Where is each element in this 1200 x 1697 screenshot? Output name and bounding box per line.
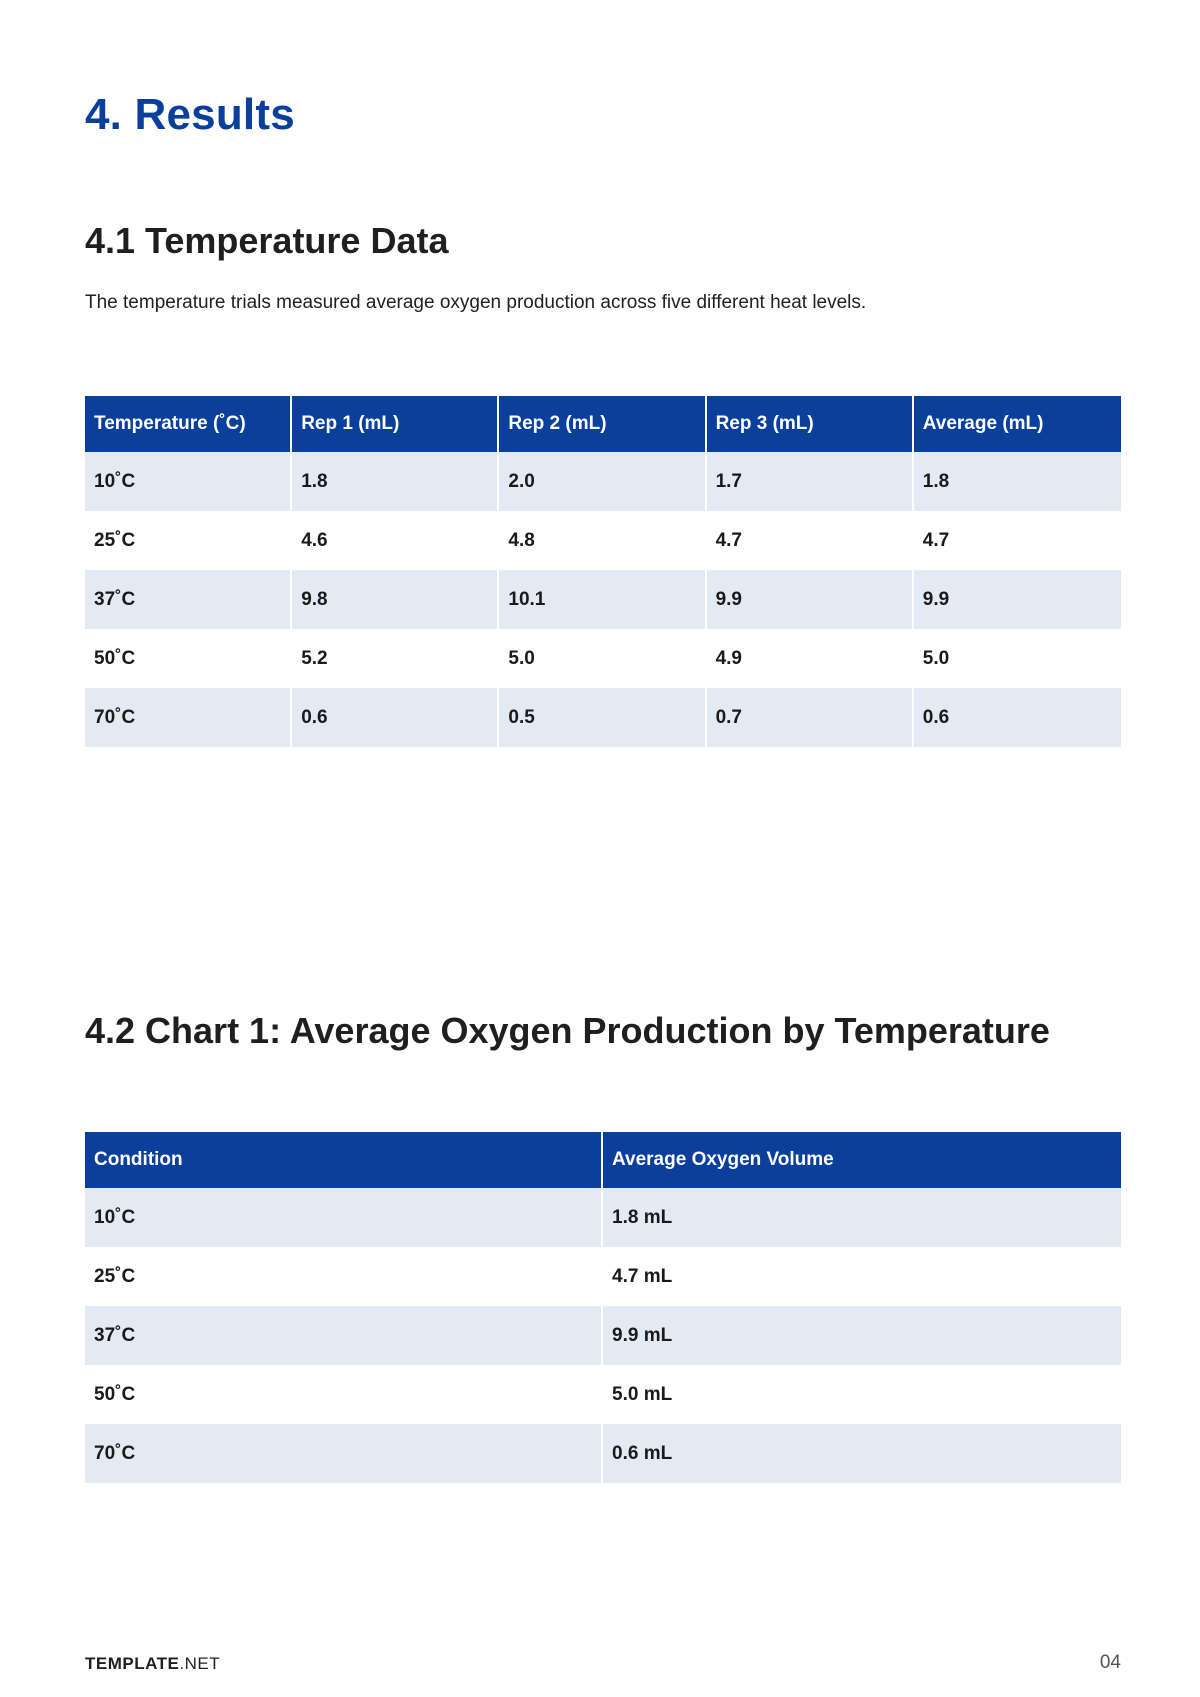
intro-paragraph: The temperature trials measured average oxygen production across five different heat levels.	[85, 292, 867, 313]
table-cell: 4.7	[914, 511, 1121, 570]
table-header-row	[85, 1132, 1121, 1188]
table-cell: 1.8	[292, 452, 499, 511]
section-heading-chart-1: 4.2 Chart 1: Average Oxygen Production by Temperature	[85, 1010, 1050, 1051]
table-cell: 25˚C	[85, 511, 292, 570]
footer-logo-brand: TEMPLATE	[85, 1654, 180, 1673]
column-header-rep-3: Rep 3 (mL)	[707, 396, 914, 452]
table-row	[85, 570, 1121, 629]
table-row	[85, 1247, 1121, 1306]
section-heading-temperature-data: 4.1 Temperature Data	[85, 220, 449, 261]
table-cell: 4.7 mL	[603, 1247, 1121, 1306]
table-cell: 1.7	[707, 452, 914, 511]
table-cell: 5.2	[292, 629, 499, 688]
table-cell: 70˚C	[85, 1424, 603, 1483]
column-header-rep-2: Rep 2 (mL)	[499, 396, 706, 452]
table-row	[85, 511, 1121, 570]
table-row	[85, 1188, 1121, 1247]
column-header-average-oxygen-volume: Average Oxygen Volume	[603, 1132, 1121, 1188]
table-row	[85, 1424, 1121, 1483]
table-cell: 5.0	[914, 629, 1121, 688]
table-cell: 9.9	[914, 570, 1121, 629]
table-cell: 10˚C	[85, 1188, 603, 1247]
temperature-data-table	[85, 396, 1121, 747]
table-cell: 0.7	[707, 688, 914, 747]
column-header-rep-1: Rep 1 (mL)	[292, 396, 499, 452]
table-cell: 4.8	[499, 511, 706, 570]
table-cell: 50˚C	[85, 1365, 603, 1424]
table-cell: 9.9 mL	[603, 1306, 1121, 1365]
table-header-row	[85, 396, 1121, 452]
table-cell: 5.0	[499, 629, 706, 688]
table-cell: 70˚C	[85, 688, 292, 747]
column-header-average: Average (mL)	[914, 396, 1121, 452]
table-cell: 0.5	[499, 688, 706, 747]
table-row	[85, 1365, 1121, 1424]
table-cell: 50˚C	[85, 629, 292, 688]
table-cell: 37˚C	[85, 570, 292, 629]
table-cell: 0.6	[914, 688, 1121, 747]
table-cell: 9.9	[707, 570, 914, 629]
table-cell: 1.8 mL	[603, 1188, 1121, 1247]
table-cell: 10˚C	[85, 452, 292, 511]
table-row	[85, 1306, 1121, 1365]
table-cell: 37˚C	[85, 1306, 603, 1365]
page-title: 4. Results	[85, 90, 295, 139]
table-cell: 25˚C	[85, 1247, 603, 1306]
footer-logo	[85, 1654, 220, 1674]
table-row	[85, 688, 1121, 747]
table-cell: 4.7	[707, 511, 914, 570]
column-header-temperature: Temperature (˚C)	[85, 396, 292, 452]
table-cell: 5.0 mL	[603, 1365, 1121, 1424]
table-cell: 0.6	[292, 688, 499, 747]
footer-logo-suffix: .NET	[179, 1654, 221, 1673]
table-row	[85, 629, 1121, 688]
table-cell: 0.6 mL	[603, 1424, 1121, 1483]
table-row	[85, 452, 1121, 511]
page-number: 04	[1099, 1652, 1121, 1673]
average-oxygen-table	[85, 1132, 1121, 1483]
table-cell: 10.1	[499, 570, 706, 629]
table-cell: 2.0	[499, 452, 706, 511]
table-cell: 1.8	[914, 452, 1121, 511]
column-header-condition: Condition	[85, 1132, 603, 1188]
table-cell: 4.9	[707, 629, 914, 688]
table-cell: 4.6	[292, 511, 499, 570]
table-cell: 9.8	[292, 570, 499, 629]
